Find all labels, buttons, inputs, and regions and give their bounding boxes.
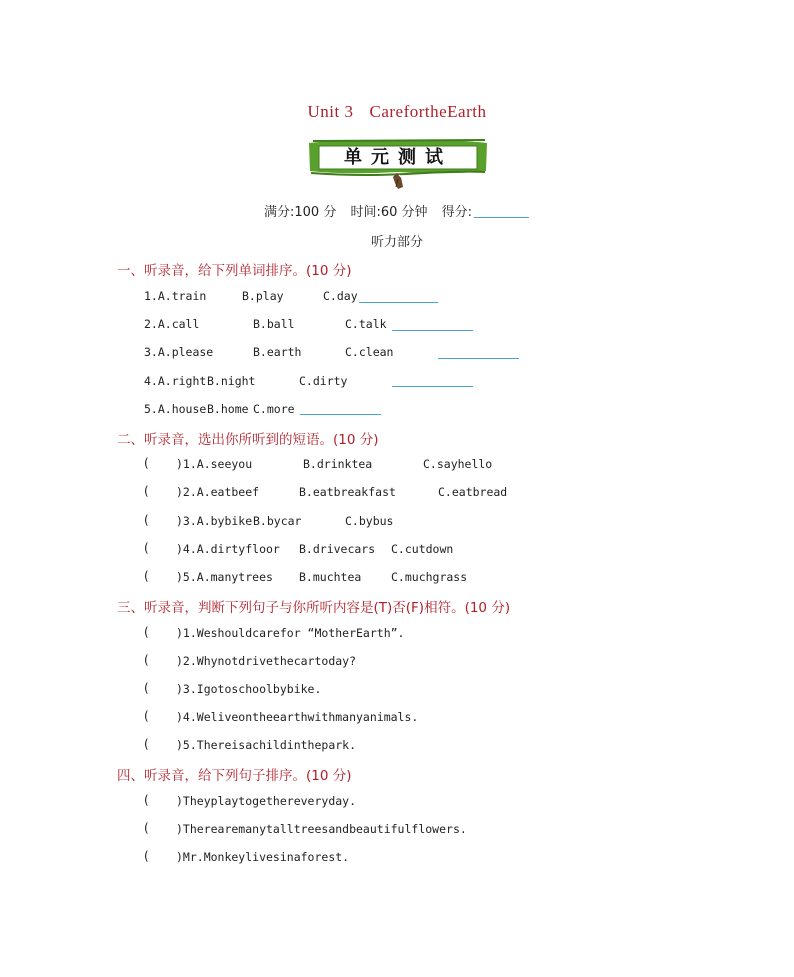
s1-item2-c: C.talk (345, 317, 387, 331)
s2-item3-c: C.bybus (345, 514, 394, 528)
page-title (0, 102, 794, 122)
s1-item4-c: C.dirty (299, 374, 348, 388)
s1-item2-a: 2.A.call (144, 317, 200, 331)
unit-title: CarefortheEarth (369, 102, 487, 121)
s2-item4-b: B.drivecars (299, 542, 376, 556)
listening-part-title: 听力部分 (370, 235, 423, 250)
s1-item4-a: 4.A.right (144, 374, 207, 388)
section4-title: 四、听录音，给下列句子排序。(10 分) (117, 768, 352, 784)
s1-item2-b: B.ball (253, 317, 295, 331)
s2-item1-c: C.sayhello (423, 457, 493, 471)
s3-item2-paren[interactable]: ( (144, 653, 149, 667)
s3-item2: )2.Whynotdrivethecartoday? (176, 654, 357, 668)
s4-item2: )Therearemanytalltreesandbeautifulflowers. (176, 822, 467, 836)
s2-item5-paren[interactable]: ( (144, 569, 149, 583)
s2-item5-c: C.muchgrass (391, 570, 468, 584)
section3-title: 三、听录音，判断下列句子与你所听内容是(T)否(F)相符。(10 分) (117, 600, 511, 616)
s4-item3: )Mr.Monkeylivesinaforest. (176, 850, 350, 864)
s2-item4-paren[interactable]: ( (144, 541, 149, 555)
s2-item2-c: C.eatbread (438, 485, 508, 499)
s1-item4-b: B.night (207, 374, 256, 388)
s1-item1-a: 1.A.train (144, 289, 207, 303)
s3-item3-paren[interactable]: ( (144, 681, 149, 695)
s2-item2-a: )2.A.eatbeef (176, 485, 260, 499)
s1-item5-a: 5.A.house (144, 402, 207, 416)
s3-item1-paren[interactable]: ( (144, 625, 149, 639)
s3-item3: )3.Igotoschoolbybike. (176, 682, 322, 696)
unit-label: Unit 3 (307, 102, 354, 121)
s4-item1-paren[interactable]: ( (144, 793, 149, 807)
full-marks: 满分:100 分 (264, 205, 337, 220)
s3-item5-paren[interactable]: ( (144, 737, 149, 751)
s4-item1: )Theyplaytogethereveryday. (176, 794, 357, 808)
s2-item1-b: B.drinktea (303, 457, 373, 471)
s3-item4: )4.Weliveontheearthwithmanyanimals. (176, 710, 419, 724)
exam-info (264, 201, 529, 220)
s4-item2-paren[interactable]: ( (144, 821, 149, 835)
s2-item2-paren[interactable]: ( (144, 484, 149, 498)
s2-item5-a: )5.A.manytrees (176, 570, 273, 584)
s1-item5-blank[interactable] (300, 414, 381, 415)
s1-item3-b: B.earth (253, 345, 302, 359)
s1-item5-b: B.home (207, 402, 249, 416)
s1-item1-blank[interactable] (359, 302, 438, 303)
s1-item3-blank[interactable] (438, 358, 519, 359)
s1-item2-blank[interactable] (392, 330, 473, 331)
s3-item5: )5.Thereisachildinthepark. (176, 738, 357, 752)
time-limit: 时间:60 分钟 (350, 205, 428, 220)
unit-test-badge (305, 137, 491, 193)
s1-item3-c: C.clean (345, 345, 394, 359)
section2-title: 二、听录音，选出你所听到的短语。(10 分) (117, 432, 379, 448)
s1-item5-c: C.more (253, 402, 295, 416)
s2-item4-c: C.cutdown (391, 542, 454, 556)
s4-item3-paren[interactable]: ( (144, 849, 149, 863)
s2-item3-paren[interactable]: ( (144, 513, 149, 527)
s2-item3-a: )3.A.bybike (176, 514, 253, 528)
s3-item1: )1.Weshouldcarefor “MotherEarth”. (176, 626, 405, 640)
section1-title: 一、听录音，给下列单词排序。(10 分) (117, 263, 352, 279)
score-blank[interactable] (474, 217, 529, 218)
s1-item1-c: C.day (323, 289, 358, 303)
s3-item4-paren[interactable]: ( (144, 709, 149, 723)
s1-item3-a: 3.A.please (144, 345, 214, 359)
s2-item1-paren[interactable]: ( (144, 456, 149, 470)
s2-item5-b: B.muchtea (299, 570, 362, 584)
s2-item2-b: B.eatbreakfast (299, 485, 396, 499)
s1-item4-blank[interactable] (392, 386, 473, 387)
s2-item4-a: )4.A.dirtyfloor (176, 542, 280, 556)
badge-text: 单元测试 (344, 147, 452, 168)
s2-item3-b: B.bycar (253, 514, 302, 528)
s1-item1-b: B.play (242, 289, 284, 303)
s2-item1-a: )1.A.seeyou (176, 457, 253, 471)
score-label: 得分: (441, 205, 473, 220)
